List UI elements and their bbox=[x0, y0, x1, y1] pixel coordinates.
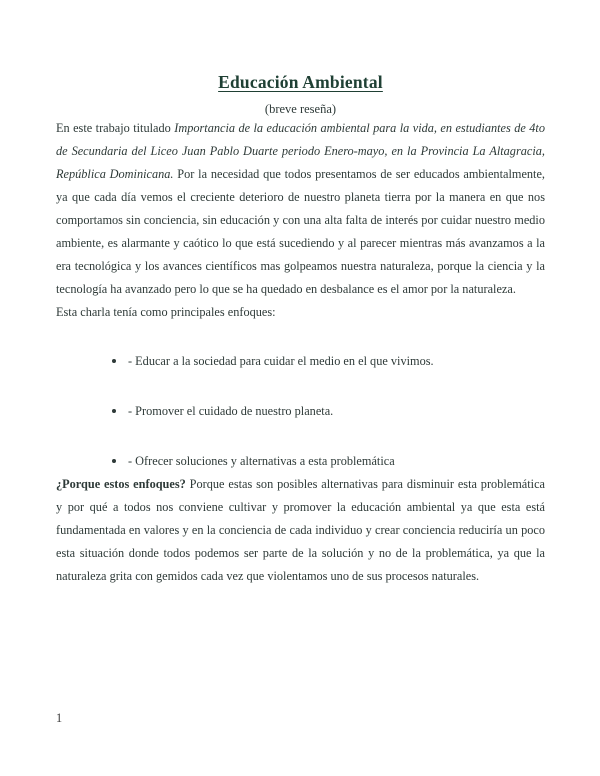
intro-italic-title: Importancia de la educación ambiental para la vida, en estudiantes de 4to de Secundaria del Liceo Juan Pablo Duarte periodo Enero-mayo, en la Provincia La Altagracia, República Dominicana. bbox=[56, 121, 545, 181]
bullet-disc-icon bbox=[112, 359, 116, 363]
intro-rest-text: Por la necesidad que todos presentamos de ser educados ambientalmente, ya que cada día vemos el creciente deterioro de nuestro planeta tierra por la manera en que nos comportamos sin conciencia, sin educación y con una alta falta de interés por cuidar nuestro medio ambiente, es alarmante y caótico lo que está sucediendo y al parecer mientras más avanzamos a la era tecnológica y los avances científicos mas golpeamos nuestra naturaleza, porque la ciencia y la tecnología ha avanzado pero lo que se ha quedado en desbalance es el amor por la naturaleza. bbox=[56, 167, 545, 296]
bullet-disc-icon bbox=[112, 409, 116, 413]
list-item bbox=[56, 400, 545, 423]
list-item bbox=[56, 350, 545, 373]
final-paragraph bbox=[56, 473, 545, 588]
intro-paragraph bbox=[56, 117, 545, 301]
page-number: 1 bbox=[56, 711, 63, 725]
page-title: Educación Ambiental bbox=[218, 72, 383, 92]
list-item-label: - Promover el cuidado de nuestro planeta. bbox=[128, 404, 334, 418]
enfoques-list bbox=[56, 350, 545, 473]
document-content bbox=[56, 0, 545, 588]
list-item-label: - Ofrecer soluciones y alternativas a esta problemática bbox=[128, 454, 395, 468]
page-subtitle: (breve reseña) bbox=[264, 102, 337, 116]
final-paragraph-text: Porque estas son posibles alternativas para disminuir esta problemática y por qué a todos nos conviene cultivar y promover la educación ambiental ya que esta está fundamentada en valores y en la conciencia de cada individuo y crear conciencia reduciría un poco esta situación donde todos podemos ser parte de la solución y no de la problemática, ya que la naturaleza grita con gemidos cada vez que violentamos uno de sus procesos naturales. bbox=[56, 477, 545, 583]
enfoques-intro-paragraph: Esta charla tenía como principales enfoques: bbox=[56, 305, 276, 319]
intro-lead-text: En este trabajo titulado bbox=[56, 121, 175, 135]
list-item bbox=[56, 450, 545, 473]
list-item-label: - Educar a la sociedad para cuidar el medio en el que vivimos. bbox=[128, 354, 434, 368]
final-paragraph-bold-lead: ¿Porque estos enfoques? bbox=[56, 477, 186, 491]
bullet-disc-icon bbox=[112, 459, 116, 463]
